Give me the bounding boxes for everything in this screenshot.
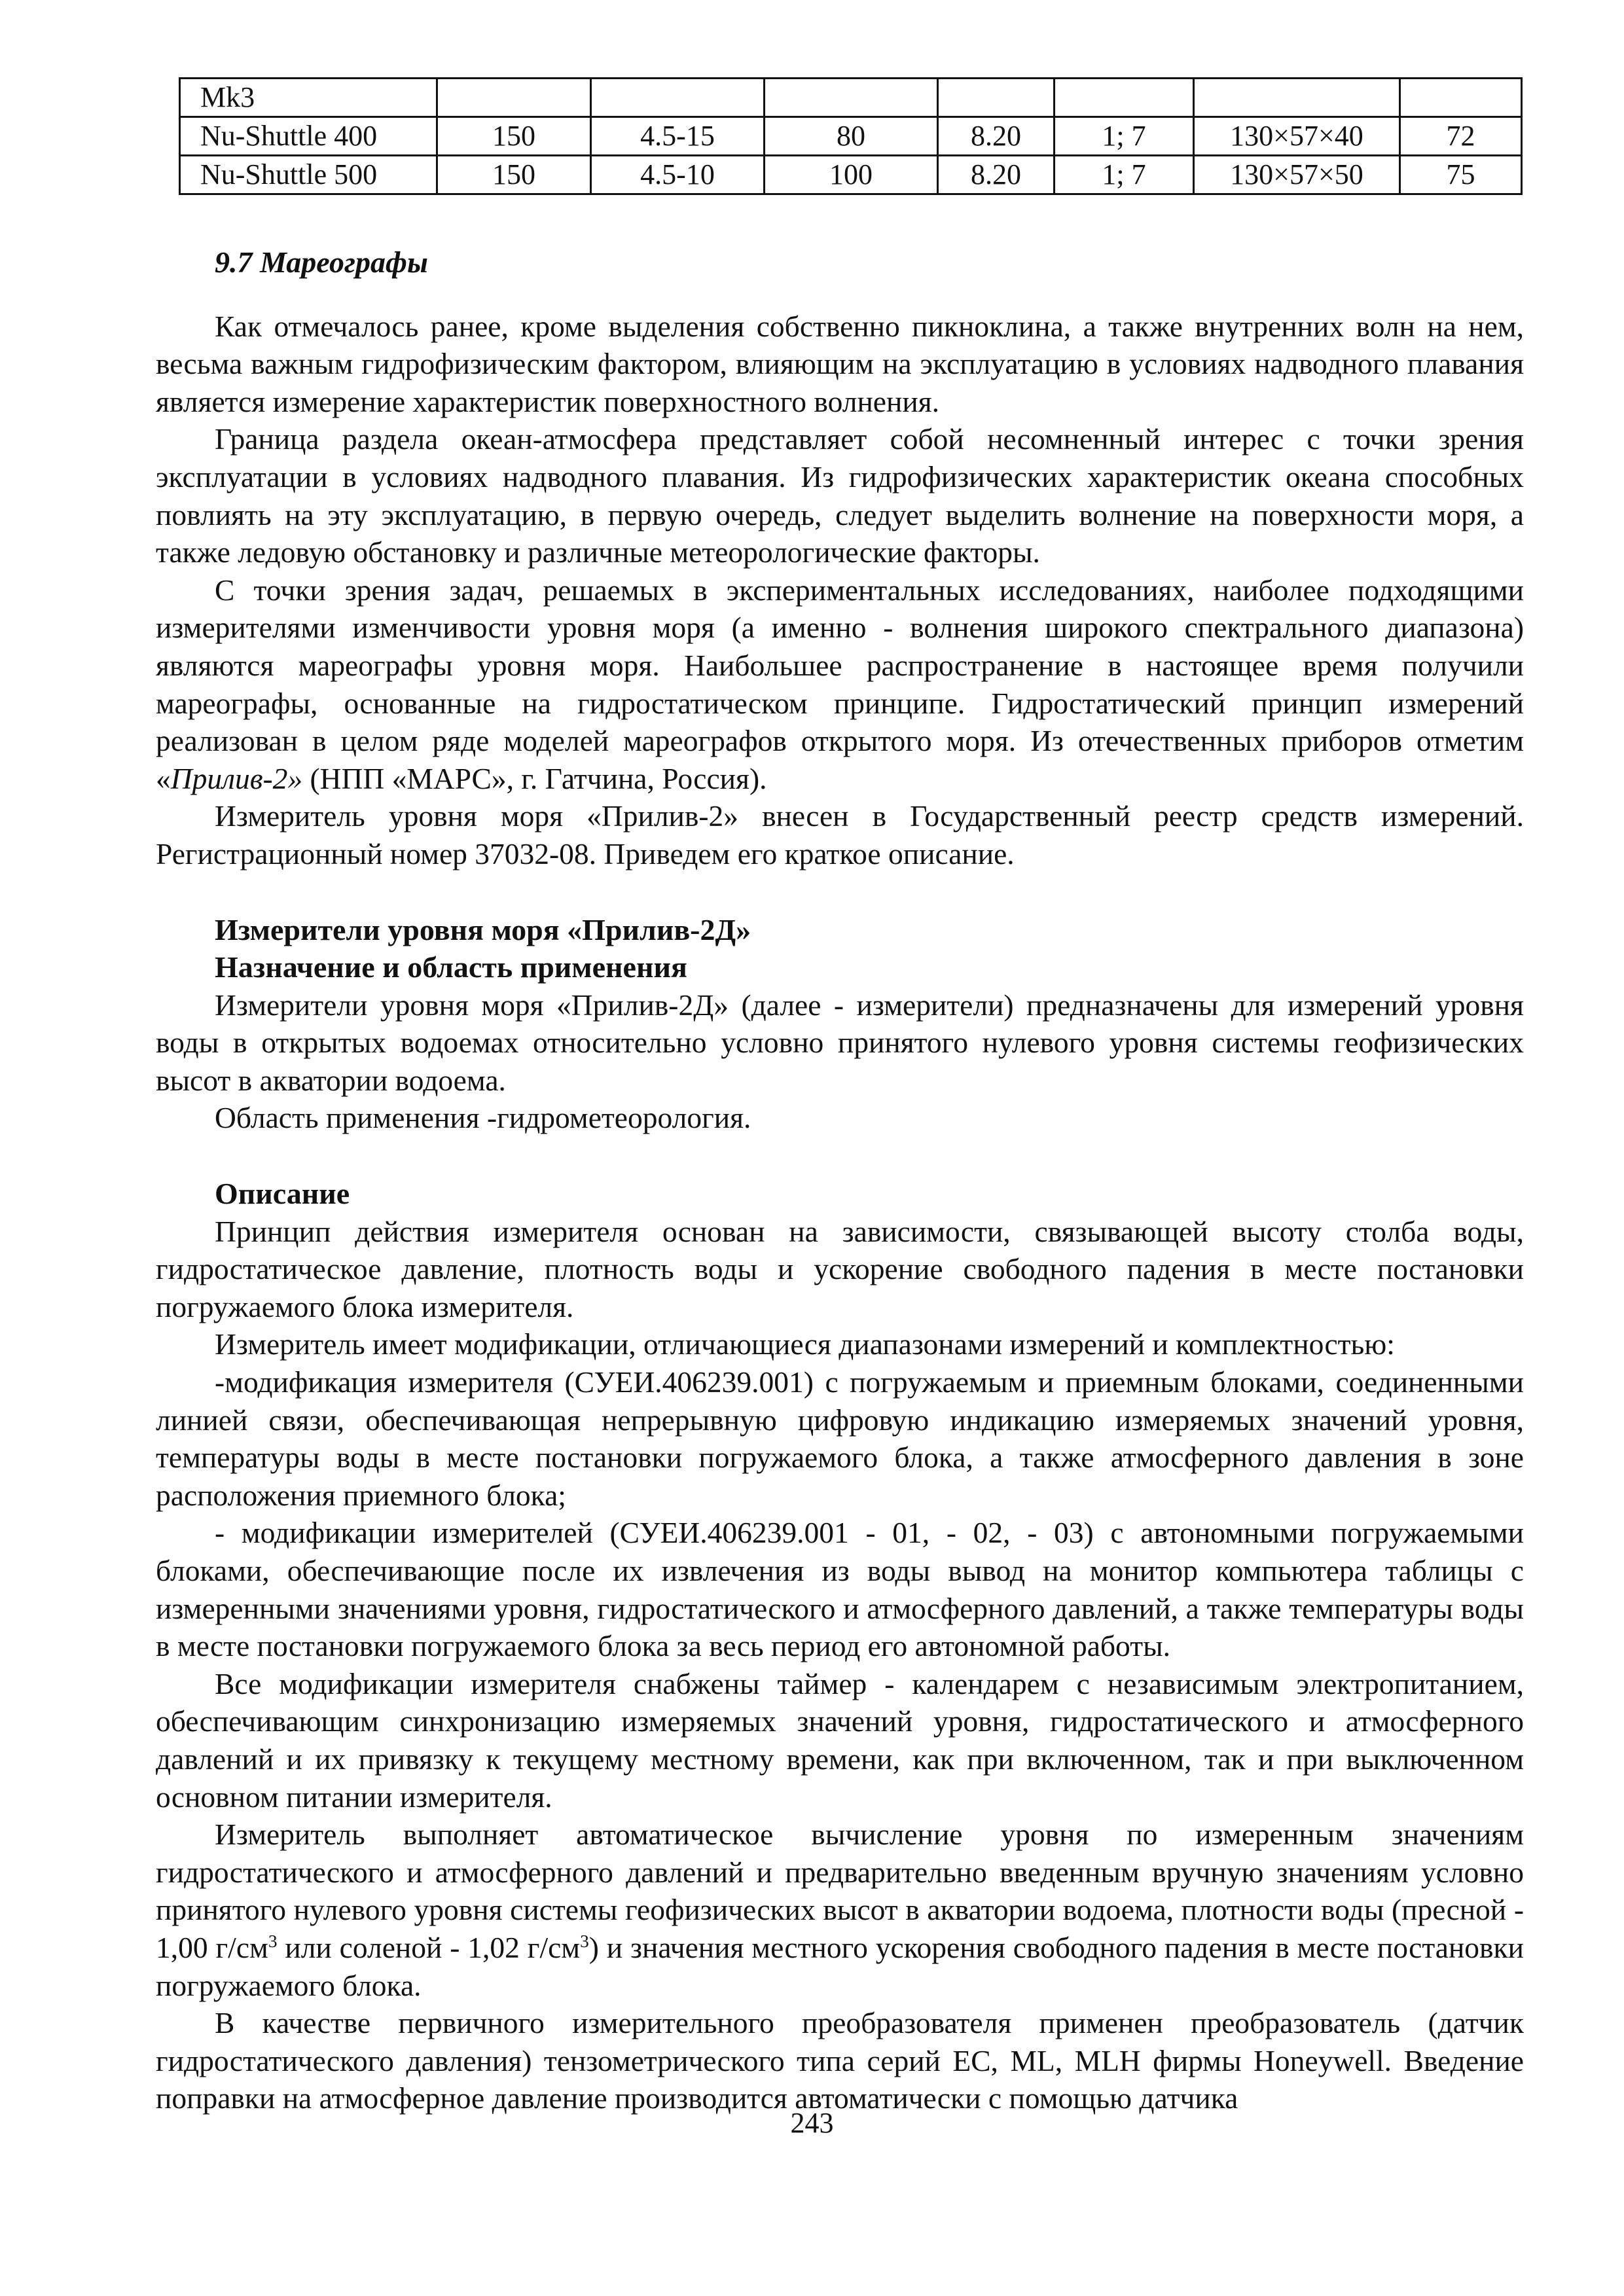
paragraph: Измеритель уровня моря «Прилив-2» внесен в Государственный реестр средств измерений. Регистрационный номер 37032-08. Приведем его краткое описание. (156, 799, 1524, 870)
table-cell: 8.20 (938, 117, 1055, 156)
table-cell: 4.5-10 (591, 156, 765, 194)
paragraph: Принцип действия измерителя основан на зависимости, связывающей высоту столба воды, гидростатическое давление, плотность воды и ускорение свободного падения в месте постановки погружаемого блока измерителя. (156, 1214, 1524, 1323)
paragraph: Все модификации измерителя снабжены таймер - календарем с независимым электропитанием, обеспечивающим синхронизацию измеряемых значений уровня, гидростатического и атмосферного давлений и их привязку к текущему местному времени, как при включенном, так и при выключенном основном питании измерителя. (156, 1666, 1524, 1814)
table-cell (1055, 79, 1194, 117)
table-row (180, 117, 1522, 156)
table-cell (591, 79, 765, 117)
paragraph: Измерители уровня моря «Прилив-2Д» (далее - измерители) предназначены для измерений уровня воды в открытых водоемах относительно условно принятого нулевого уровня системы геофизических высот в акватории водоема. (156, 988, 1524, 1097)
table-cell (938, 79, 1055, 117)
paragraph-text: Измеритель выполняет автоматическое вычисление уровня по измеренным значениям гидростатического и атмосферного давлений и предварительно введенным вручную значениям условно принятого нулевого уровня системы геофизических высот в акватории водоема, плотности воды (пресной - 1,00 г/см (156, 1818, 1524, 1964)
heading-purpose: Назначение и область применения (215, 950, 687, 984)
paragraph-text: С точки зрения задач, решаемых в экспериментальных исследованиях, наиболее подходящими измерителями изменчивости уровня моря (а именно - волнения широкого спектрального диапазона) являются мареографы уровня моря. Наибольшее распространение в настоящее время получили мареографы, основанные на гидростатическом принципе. Гидростатический принцип измерений реализован в целом ряде моделей мареографов открытого моря. Из отечественных приборов отметим « (156, 573, 1524, 795)
paragraph: Область применения -гидрометеорология. (215, 1101, 751, 1135)
table-cell (1194, 79, 1400, 117)
page-number: 243 (790, 2107, 834, 2139)
table-cell: Mk3 (180, 79, 437, 117)
table-cell (1400, 79, 1522, 117)
table-cell: Nu-Shuttle 400 (180, 117, 437, 156)
table-cell: 80 (765, 117, 938, 156)
section-title: 9.7 Мареографы (215, 245, 428, 279)
table-cell: 100 (765, 156, 938, 194)
table-cell: 150 (437, 156, 591, 194)
table-cell (437, 79, 591, 117)
heading-description: Описание (215, 1177, 350, 1211)
heading-device: Измерители уровня моря «Прилив-2Д» (215, 912, 751, 946)
superscript: 3 (580, 1931, 589, 1951)
paragraph-text: или соленой - 1,02 г/см (277, 1930, 581, 1964)
table-cell: 4.5-15 (591, 117, 765, 156)
paragraph: Как отмечалось ранее, кроме выделения собственно пикноклина, а также внутренних волн на нем, весьма важным гидрофизическим фактором, влияющим на эксплуатацию в условиях надводного плавания является измерение характеристик поверхностного волнения. (156, 309, 1524, 418)
table-cell: 150 (437, 117, 591, 156)
paragraph: Граница раздела океан-атмосфера представляет собой несомненный интерес с точки зрения эксплуатации в условиях надводного плавания. Из гидрофизических характеристик океана способных повлиять на эту эксплуатацию, в первую очередь, следует выделить волнение на поверхности моря, а также ледовую обстановку и различные метеорологические факторы. (156, 422, 1524, 569)
paragraph: - модификации измерителей (СУЕИ.406239.001 - 01, - 02, - 03) с автономными погружаемыми блоками, обеспечивающие после их извлечения из воды вывод на монитор компьютера таблицы с измеренными значениями уровня, гидростатического и атмосферного давлений, а также температуры воды в месте постановки погружаемого блока за весь период его автономной работы. (156, 1516, 1524, 1663)
superscript: 3 (268, 1931, 278, 1951)
table-cell: 72 (1400, 117, 1522, 156)
table-cell: 75 (1400, 156, 1522, 194)
paragraph-text: ) и значения местного ускорения свободного падения в месте постановки погружаемого блока. (156, 1930, 1524, 2002)
paragraph: Измеритель имеет модификации, отличающиеся диапазонами измерений и комплектностью: (215, 1327, 1395, 1361)
table-cell: Nu-Shuttle 500 (180, 156, 437, 194)
table-cell: 130×57×40 (1194, 117, 1400, 156)
device-name-italic: Прилив-2» (170, 761, 303, 795)
table-cell: 8.20 (938, 156, 1055, 194)
paragraph: -модификация измерителя (СУЕИ.406239.001) с погружаемым и приемным блоками, соединенными линией связи, обеспечивающая непрерывную цифровую индикацию измеряемых значений уровня, температуры воды в месте постановки погружаемого блока, а также атмосферного давления в зоне расположения приемного блока; (156, 1365, 1524, 1512)
main-text (156, 229, 1524, 2117)
specs-table (179, 77, 1523, 195)
table-row (180, 79, 1522, 117)
table-cell: 1; 7 (1055, 156, 1194, 194)
paragraph-text: (НПП «МАРС», г. Гатчина, Россия). (302, 761, 767, 795)
paragraph: В качестве первичного измерительного преобразователя применен преобразователь (датчик гидростатического давления) тензометрического типа серий EC, ML, MLH фирмы Honeywell. Введение поправки на атмосферное давление производится автоматически с помощью датчика (156, 2006, 1524, 2115)
table-row (180, 156, 1522, 194)
table-cell: 1; 7 (1055, 117, 1194, 156)
table-cell: 130×57×50 (1194, 156, 1400, 194)
paragraph (156, 1816, 1524, 2004)
paragraph (156, 571, 1524, 798)
table-cell (765, 79, 938, 117)
